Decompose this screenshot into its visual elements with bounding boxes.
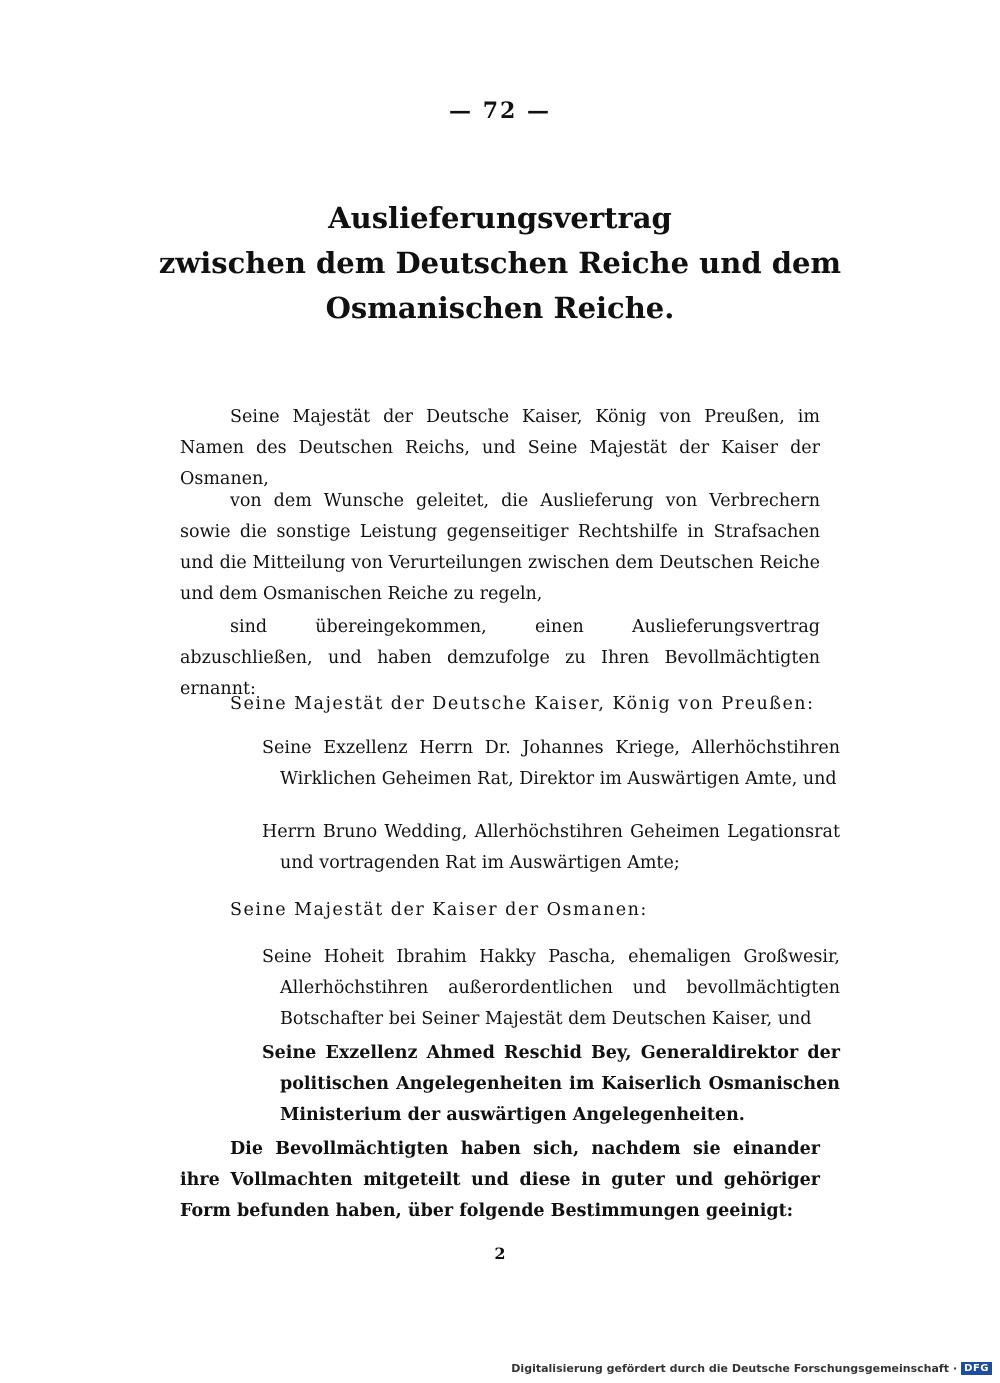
footer-separator: · — [952, 1362, 958, 1375]
closing-paragraph: Die Bevollmächtigten haben sich, nachdem sie einander ihre Vollmachten mitgeteilt und diese in guter und gehöriger Form befunden haben, über folgende Bestimmungen geeinigt: — [180, 1139, 820, 1221]
ottoman-delegate-1: Seine Hoheit Ibrahim Hakky Pascha, ehemaligen Großwesir, Allerhöchstihren außerordentlichen und bevollmächtigten Botschafter bei Seiner Majestät dem Deutschen Kaiser, und — [262, 947, 840, 1029]
page-number: — 72 — — [449, 98, 551, 124]
ottoman-delegate-2: Seine Exzellenz Ahmed Reschid Bey, Generaldirektor der politischen Angelegenheiten im Kaiserlich Osmanischen Ministerium der auswärtigen Angelegenheiten. — [262, 1043, 840, 1125]
preamble-paragraph-2: von dem Wunsche geleitet, die Auslieferung von Verbrechern sowie die sonstige Leistung gegenseitiger Rechtshilfe in Strafsachen und die Mitteilung von Verurteilungen zwischen dem Deutschen Reiche und dem Osmanischen Reiche zu regeln, — [180, 491, 820, 604]
title-line-1: Auslieferungsvertrag — [328, 201, 672, 235]
document-title — [0, 196, 1000, 331]
footer-credit — [511, 1362, 992, 1375]
german-side-heading: Seine Majestät der Deutsche Kaiser, König von Preußen: — [230, 694, 815, 714]
footer-text: Digitalisierung gefördert durch die Deutsche Forschungsgemeinschaft — [511, 1362, 949, 1375]
ottoman-side-heading: Seine Majestät der Kaiser der Osmanen: — [230, 900, 648, 920]
title-line-3: Osmanischen Reiche. — [325, 291, 675, 325]
title-line-2: zwischen dem Deutschen Reiche und dem — [158, 246, 842, 280]
preamble-paragraph-3: sind übereingekommen, einen Auslieferungsvertrag abzuschließen, und haben demzufolge zu Ihren Bevollmächtigten ernannt: — [180, 617, 820, 699]
dfg-logo-icon: DFG — [961, 1362, 992, 1375]
signature-mark: 2 — [494, 1244, 506, 1263]
german-delegate-2: Herrn Bruno Wedding, Allerhöchstihren Geheimen Legationsrat und vortragenden Rat im Auswärtigen Amte; — [262, 822, 840, 873]
german-delegate-1: Seine Exzellenz Herrn Dr. Johannes Kriege, Allerhöchstihren Wirklichen Geheimen Rat, Direktor im Auswärtigen Amte, und — [262, 738, 840, 789]
preamble-paragraph-1: Seine Majestät der Deutsche Kaiser, König von Preußen, im Namen des Deutschen Reichs, und Seine Majestät der Kaiser der Osmanen, — [180, 407, 820, 489]
